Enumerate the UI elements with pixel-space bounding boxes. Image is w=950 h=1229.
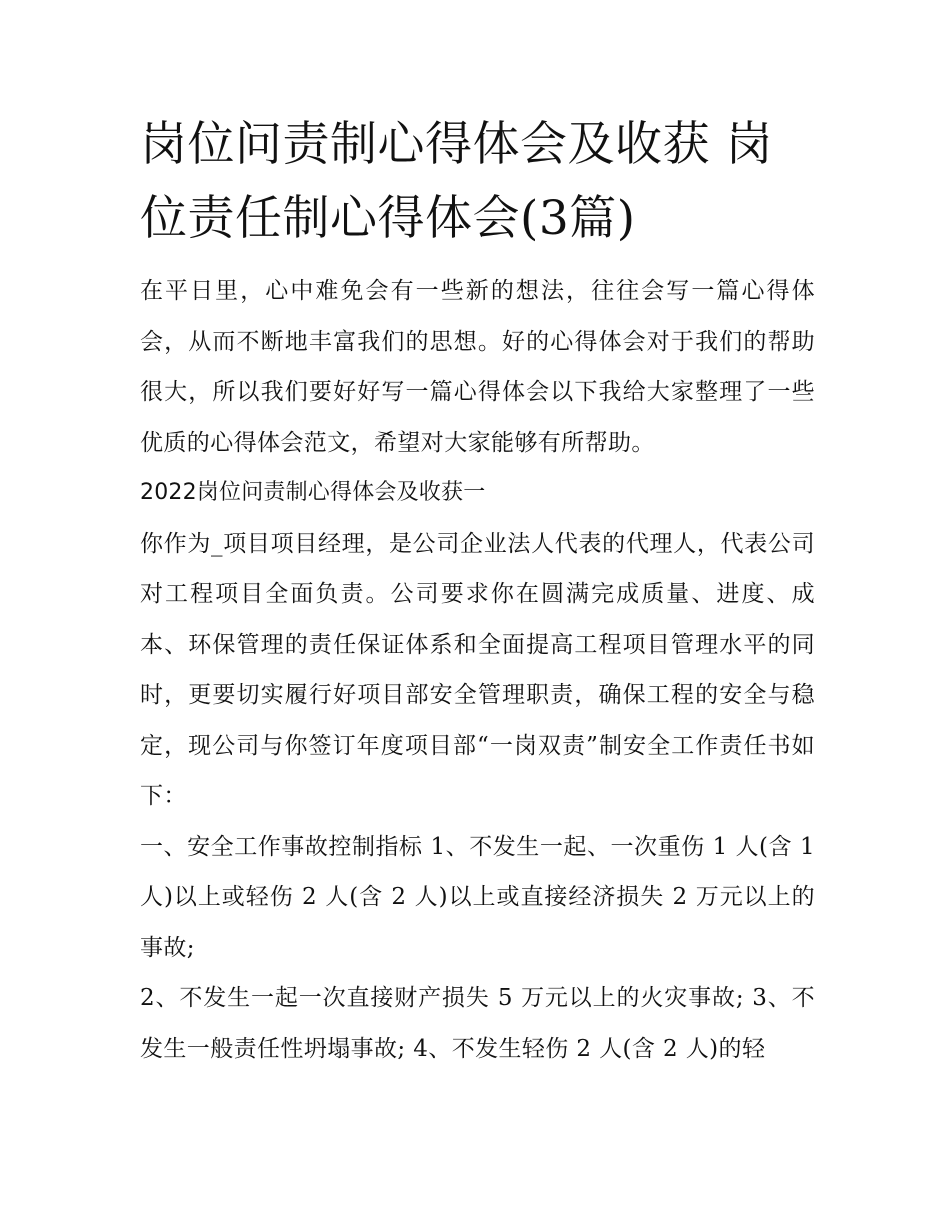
body-paragraph-1: 你作为_项目项目经理，是公司企业法人代表的代理人，代表公司对工程项目全面负责。公司要求你在圆满完成质量、进度、成本、环保管理的责任保证体系和全面提高工程项目管理水平的同时，更要切实履行好项目部安全管理职责，确保工程的安全与稳定，现公司与你签订年度项目部“一岗双责”制安全工作责任书如下： [140, 530, 815, 809]
body-paragraph-2: 一、安全工作事故控制指标 1、不发生一起、一次重伤 1 人(含 1 人)以上或轻伤 2 人(含 2 人)以上或直接经济损失 2 万元以上的事故; [140, 833, 815, 961]
body-paragraph-3: 2、不发生一起一次直接财产损失 5 万元以上的火灾事故; 3、不发生一般责任性坍塌事故; 4、不发生轻伤 2 人(含 2 人)的轻 [140, 985, 815, 1062]
document-title: 岗位问责制心得体会及收获 岗位责任制心得体会(3篇) [140, 117, 773, 246]
section-heading: 2022岗位问责制心得体会及收获一 [140, 480, 486, 505]
intro-paragraph: 在平日里，心中难免会有一些新的想法，往往会写一篇心得体会，从而不断地丰富我们的思想。好的心得体会对于我们的帮助很大，所以我们要好好写一篇心得体会以下我给大家整理了一些优质的心得体会范文，希望对大家能够有所帮助。 [140, 278, 815, 456]
document-body [140, 108, 815, 1074]
